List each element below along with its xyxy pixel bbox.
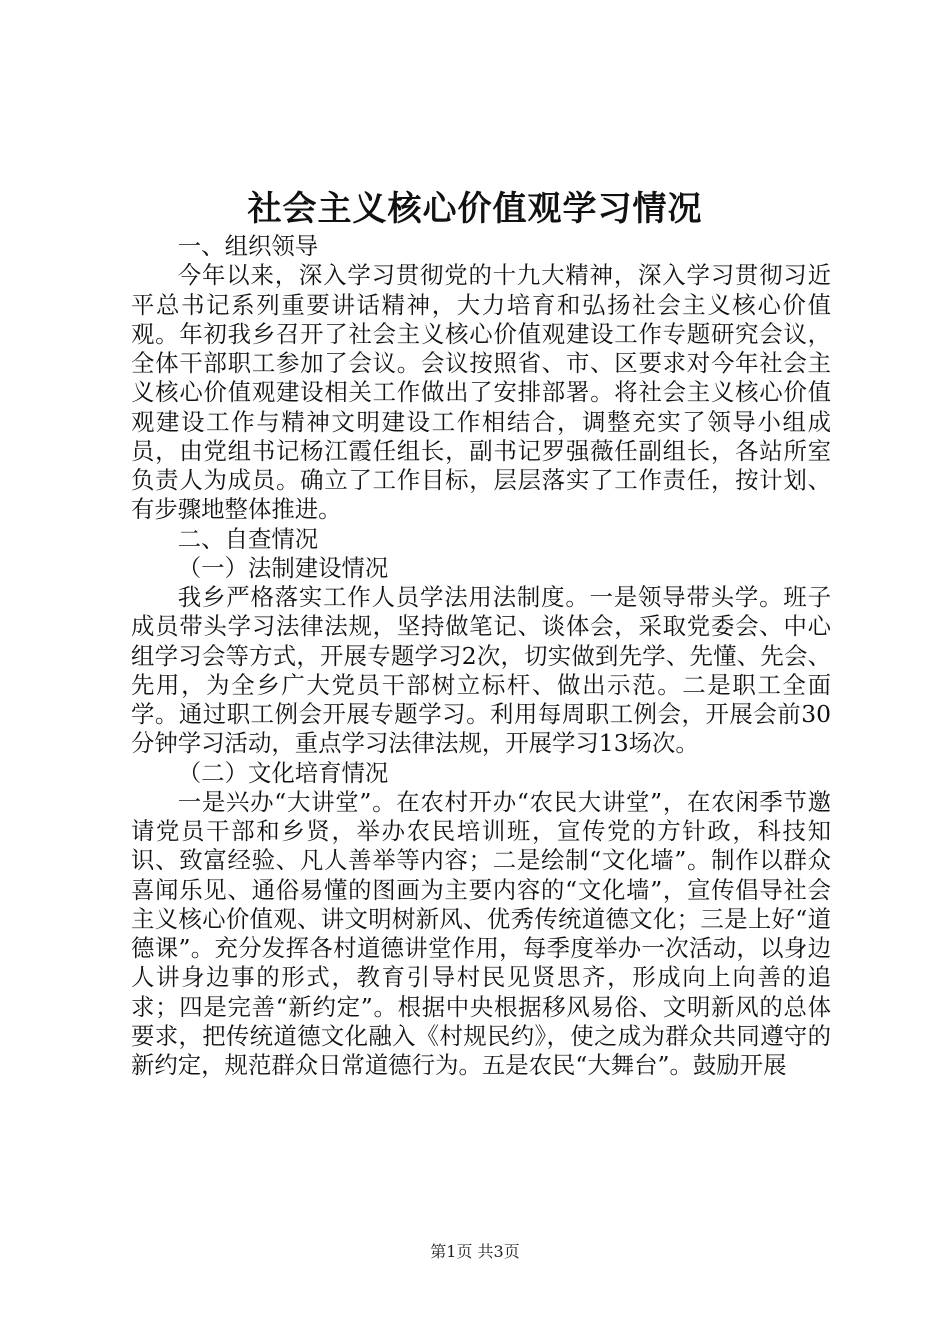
document-body xyxy=(131,232,831,1080)
subsection-heading-culture: （二）文化培育情况 xyxy=(177,758,389,787)
paragraph-culture: 一是兴办“大讲堂”。在农村开办“农民大讲堂”，在农闲季节邀请党员干部和乡贤，举办农民培训班，宣传党的方针政，科技知识、致富经验、凡人善举等内容；二是绘制“文化墙”。制作以群众喜闻乐见、通俗易懂的图画为主要内容的“文化墙”，宣传倡导社会主义核心价值观、讲文明树新风、优秀传统道德文化；三是上好“道德课”。充分发挥各村道德讲堂作用，每季度举办一次活动，以身边人讲身边事的形式，教育引导村民见贤思齐，形成向上向善的追求；四是完善“新约定”。根据中央根据移风易俗、文明新风的总体要求，把传统道德文化融入《村规民约》，使之成为群众共同遵守的新约定，规范群众日常道德行为。五是农民“大舞台”。鼓励开展 xyxy=(131,787,831,1079)
section-heading-self-check: 二、自查情况 xyxy=(177,524,319,553)
document-title: 社会主义核心价值观学习情况 xyxy=(247,189,703,229)
paragraph-organization: 今年以来，深入学习贯彻党的十九大精神，深入学习贯彻习近平总书记系列重要讲话精神，大力培育和弘扬社会主义核心价值观。年初我乡召开了社会主义核心价值观建设工作专题研究会议，全体干部职工参加了会议。会议按照省、市、区要求对今年社会主义核心价值观建设相关工作做出了安排部署。将社会主义核心价值观建设工作与精神文明建设工作相结合，调整充实了领导小组成员，由党组书记杨江霞任组长，副书记罗强薇任副组长，各站所室负责人为成员。确立了工作目标，层层落实了工作责任，按计划、有步骤地整体推进。 xyxy=(131,261,831,524)
paragraph-legal: 我乡严格落实工作人员学法用法制度。一是领导带头学。班子成员带头学习法律法规，坚持做笔记、谈体会，采取党委会、中心组学习会等方式，开展专题学习2次，切实做到先学、先懂、先会、先用，为全乡广大党员干部树立标杆、做出示范。二是职工全面学。通过职工例会开展专题学习。利用每周职工例会，开展会前30分钟学习活动，重点学习法律法规，开展学习13场次。 xyxy=(131,583,831,758)
subsection-heading-legal: （一）法制建设情况 xyxy=(177,553,389,582)
page-footer: 第1页 共3页 xyxy=(430,1242,520,1261)
section-heading-organization: 一、组织领导 xyxy=(177,232,319,260)
